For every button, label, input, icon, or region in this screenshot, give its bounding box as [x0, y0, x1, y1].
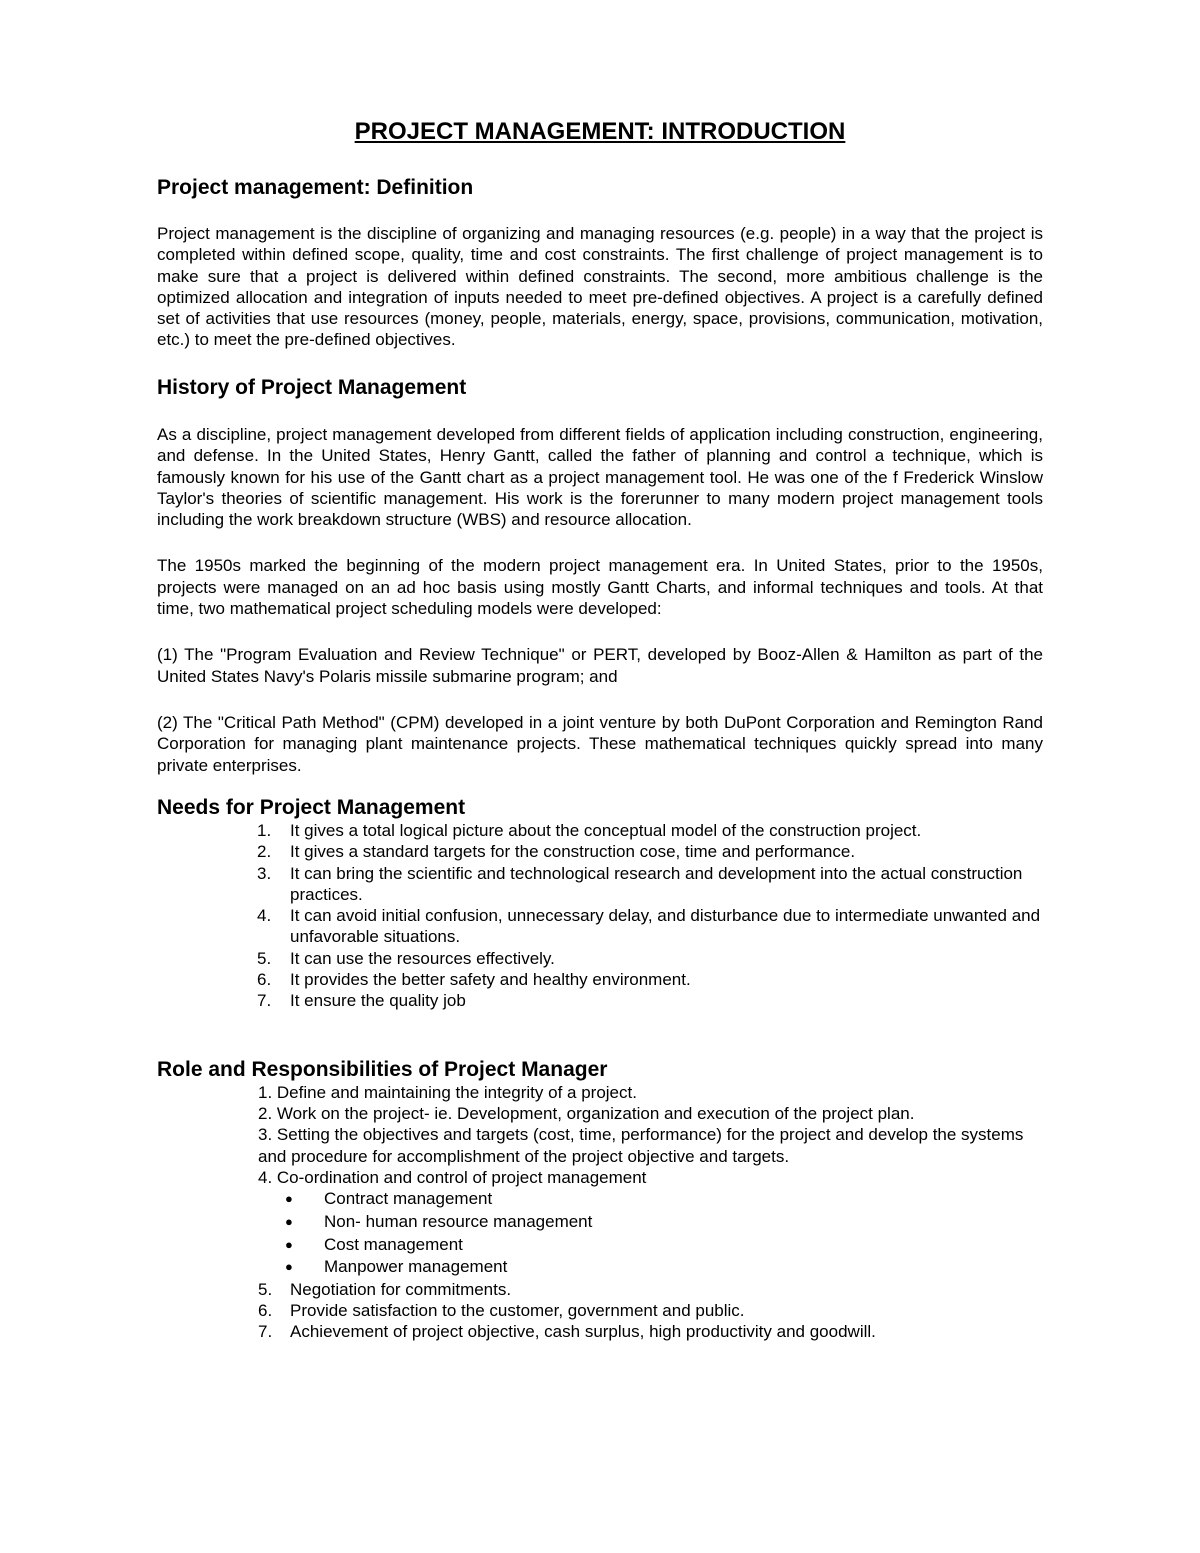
bullet-icon: ● [285, 1259, 293, 1275]
list-item [257, 948, 1043, 969]
list-text: It gives a total logical picture about the conceptual model of the construction project. [290, 821, 922, 840]
roles-heading: Role and Responsibilities of Project Manager [157, 1057, 608, 1081]
list-text: It ensure the quality job [290, 991, 466, 1011]
list-number: 1. [257, 821, 272, 840]
history-paragraph: (1) The "Program Evaluation and Review Technique" or PERT, developed by Booz-Allen & Hamilton as part of the United States Navy's Polaris missile submarine program; and [157, 645, 1043, 686]
history-paragraph: (2) The "Critical Path Method" (CPM) developed in a joint venture by both DuPont Corporation and Remington Rand Corporation for managing plant maintenance projects. These mathematical techniques quickly spread into many private enterprises. [157, 712, 1043, 775]
role-item: 2. Work on the project- ie. Development, organization and execution of the project plan. [258, 1104, 915, 1124]
roles-section [157, 1057, 1043, 1343]
definition-section [157, 175, 1043, 351]
bullet-text: Contract management [324, 1189, 493, 1209]
roles-list [157, 1082, 1043, 1343]
document-page [157, 118, 1043, 1343]
roles-tail-list [258, 1279, 1043, 1343]
list-item [258, 1300, 1043, 1321]
definition-paragraph: Project management is the discipline of organizing and managing resources (e.g. people) in a way that the project is completed within defined scope, quality, time and cost constraints. The first challenge of project management is to make sure that a project is delivered within defined constraints. The second, more ambitious challenge is the optimized allocation and integration of inputs needed to meet pre-defined objectives. A project is a carefully defined set of activities that use resources (money, people, materials, energy, space, provisions, communication, motivation, etc.) to meet the pre-defined objectives. [157, 223, 1043, 350]
role-item: 4. Co-ordination and control of project management [258, 1168, 647, 1188]
list-text: Achievement of project objective, cash surplus, high productivity and goodwill. [290, 1322, 876, 1342]
list-item [258, 1279, 1043, 1300]
bullet-icon: ● [285, 1191, 293, 1207]
list-item [257, 990, 1043, 1011]
list-number: 7. [258, 1322, 273, 1342]
list-text: It can avoid initial confusion, unnecessary delay, and disturbance due to intermediate unwanted and unfavorable situations. [290, 906, 1041, 947]
coordination-sublist [258, 1188, 1043, 1278]
history-heading: History of Project Management [157, 375, 467, 399]
list-number: 6. [258, 1301, 273, 1321]
list-text: Provide satisfaction to the customer, government and public. [290, 1301, 745, 1321]
bullet-item [285, 1256, 1043, 1279]
list-number: 5. [257, 948, 272, 968]
list-number: 4. [257, 906, 272, 926]
role-item: 3. Setting the objectives and targets (cost, time, performance) for the project and develop the systems and procedure for accomplishment of the project objective and targets. [258, 1125, 1024, 1166]
needs-heading: Needs for Project Management [157, 795, 466, 819]
list-item [258, 1321, 1043, 1342]
bullet-text: Manpower management [324, 1257, 508, 1277]
bullet-item [285, 1211, 1043, 1234]
list-text: It gives a standard targets for the construction cose, time and performance. [290, 842, 856, 862]
list-text: It can use the resources effectively. [290, 948, 555, 968]
list-text: Negotiation for commitments. [290, 1279, 512, 1299]
needs-list [157, 820, 1043, 1012]
bullet-text: Non- human resource management [324, 1211, 593, 1231]
bullet-icon: ● [285, 1213, 293, 1229]
list-item [257, 841, 1043, 862]
bullet-icon: ● [285, 1236, 293, 1252]
list-number: 6. [257, 970, 272, 990]
role-item: 1. Define and maintaining the integrity of a project. [258, 1082, 637, 1102]
list-number: 2. [257, 842, 272, 862]
list-number: 5. [258, 1279, 273, 1299]
needs-section [157, 795, 1043, 1012]
history-section [157, 375, 1043, 776]
list-item [257, 863, 1043, 906]
list-number: 7. [257, 991, 272, 1011]
list-item [257, 820, 1043, 841]
history-paragraph: The 1950s marked the beginning of the modern project management era. In United States, prior to the 1950s, projects were managed on an ad hoc basis using mostly Gantt Charts, and informal techniques and tools. At that time, two mathematical project scheduling models were developed: [157, 556, 1043, 619]
bullet-item [285, 1188, 1043, 1211]
history-paragraph: As a discipline, project management developed from different fields of application including construction, engineering, and defense. In the United States, Henry Gantt, called the father of planning and control a technique, which is famously known for his use of the Gantt chart as a project management tool. He was one of the f Frederick Winslow Taylor's theories of scientific management. His work is the forerunner to many modern project management tools including the work breakdown structure (WBS) and resource allocation. [157, 424, 1043, 530]
bullet-text: Cost management [324, 1234, 463, 1254]
list-item [257, 969, 1043, 990]
list-text: It can bring the scientific and technological research and development into the actual construction practices. [290, 863, 1023, 904]
list-text: It provides the better safety and healthy environment. [290, 970, 691, 990]
definition-heading: Project management: Definition [157, 175, 474, 199]
list-number: 3. [257, 863, 272, 883]
list-item [257, 905, 1043, 948]
bullet-item [285, 1234, 1043, 1257]
document-title: PROJECT MANAGEMENT: INTRODUCTION [354, 118, 846, 145]
